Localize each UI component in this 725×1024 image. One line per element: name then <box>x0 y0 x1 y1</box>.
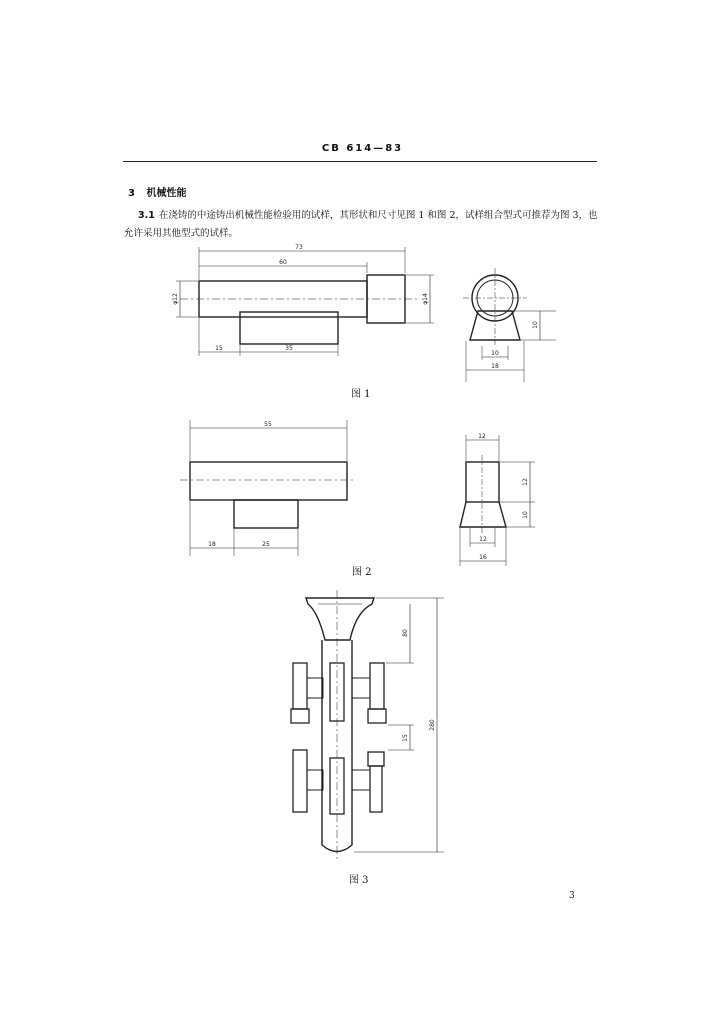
figure-1-end-view <box>463 268 556 382</box>
figure-2-end-view <box>460 435 535 566</box>
standard-code-header: CB 614—83 <box>321 143 404 154</box>
paragraph-number: 3.1 <box>138 210 155 221</box>
dim-waist: 12 <box>479 536 487 543</box>
figure-1-dimension-labels <box>172 244 539 370</box>
dim-total: 55 <box>264 421 272 428</box>
dim-bottom: 16 <box>479 554 487 561</box>
dim-length: 60 <box>279 259 287 266</box>
section-number: 3 <box>128 188 135 199</box>
figure-3-caption: 图 3 <box>349 875 369 886</box>
dim-offset: 15 <box>215 345 223 352</box>
figure-2-caption: 图 2 <box>352 567 372 578</box>
figure-1-side-view <box>176 247 434 356</box>
dim-left-dia: φ12 <box>172 293 179 305</box>
page-number: 3 <box>569 891 575 901</box>
dim-bottom: 18 <box>491 363 499 370</box>
dim-gap: 15 <box>402 734 409 742</box>
dim-offset: 18 <box>208 541 216 548</box>
figure-2-side-view <box>180 420 355 556</box>
dim-total: 73 <box>295 244 303 251</box>
dim-width: 10 <box>491 350 499 357</box>
dim-height: 10 <box>532 321 539 329</box>
dim-base: 35 <box>285 345 293 352</box>
dim-base: 25 <box>262 541 270 548</box>
dim-lower-height: 10 <box>522 511 529 519</box>
dim-height: 12 <box>522 478 529 486</box>
dim-right-dia: φ14 <box>422 293 429 305</box>
dim-overall: 280 <box>429 719 436 731</box>
figure-2-dimension-labels <box>208 421 529 561</box>
section-title: 机械性能 <box>146 188 187 199</box>
figure-1-caption: 图 1 <box>351 389 371 400</box>
figure-3-assembly <box>291 590 444 860</box>
dim-top-width: 12 <box>478 433 486 440</box>
dim-upper: 80 <box>402 629 409 637</box>
paragraph-text: 在浇铸的中途铸出机械性能检验用的试样，其形状和尺寸见图 1 和图 2，试样组合型式可推荐为图 3，也允许采用其他型式的试样。 <box>124 210 598 239</box>
